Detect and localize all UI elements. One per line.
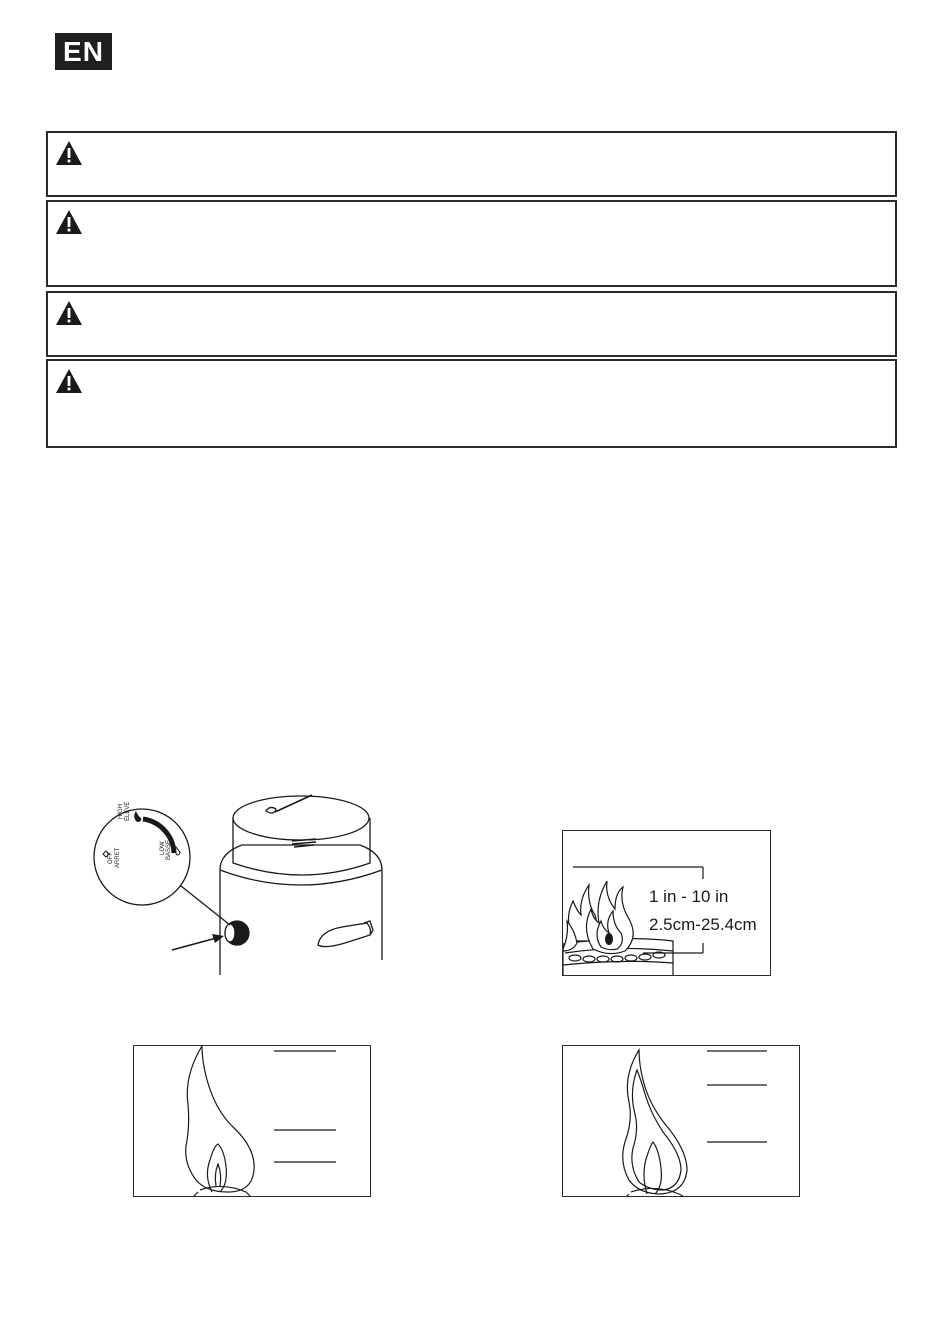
knob-figure <box>80 785 400 980</box>
warning-box-1 <box>46 131 897 197</box>
flame-diagram-right <box>562 1045 800 1197</box>
flame-height-metric: 2.5cm-25.4cm <box>649 915 757 934</box>
warning-triangle-icon <box>55 209 83 235</box>
dial-label-off: OFF <box>108 852 114 864</box>
dial-label-high-fr: ÉLEVÉ <box>125 801 131 821</box>
warning-triangle-icon <box>55 368 83 394</box>
warning-triangle-icon <box>55 140 83 166</box>
warning-box-2 <box>46 200 897 287</box>
flame-with-core-illustration <box>563 1046 800 1197</box>
flame-height-imperial: 1 in - 10 in <box>649 887 729 906</box>
flame-with-inner-cone-illustration <box>134 1046 371 1197</box>
dial-label-low: LOW <box>160 841 166 855</box>
dial-label-off-fr: ARRET <box>115 847 121 868</box>
warning-box-4 <box>46 359 897 448</box>
dial-label-low-fr: BASSE <box>166 839 172 860</box>
flame-height-panel <box>562 830 771 976</box>
flame-diagram-left <box>133 1045 371 1197</box>
warning-box-3 <box>46 291 897 357</box>
language-badge: EN <box>55 33 112 70</box>
dial-label-high: HIGH <box>118 804 124 819</box>
warning-triangle-icon <box>55 300 83 326</box>
